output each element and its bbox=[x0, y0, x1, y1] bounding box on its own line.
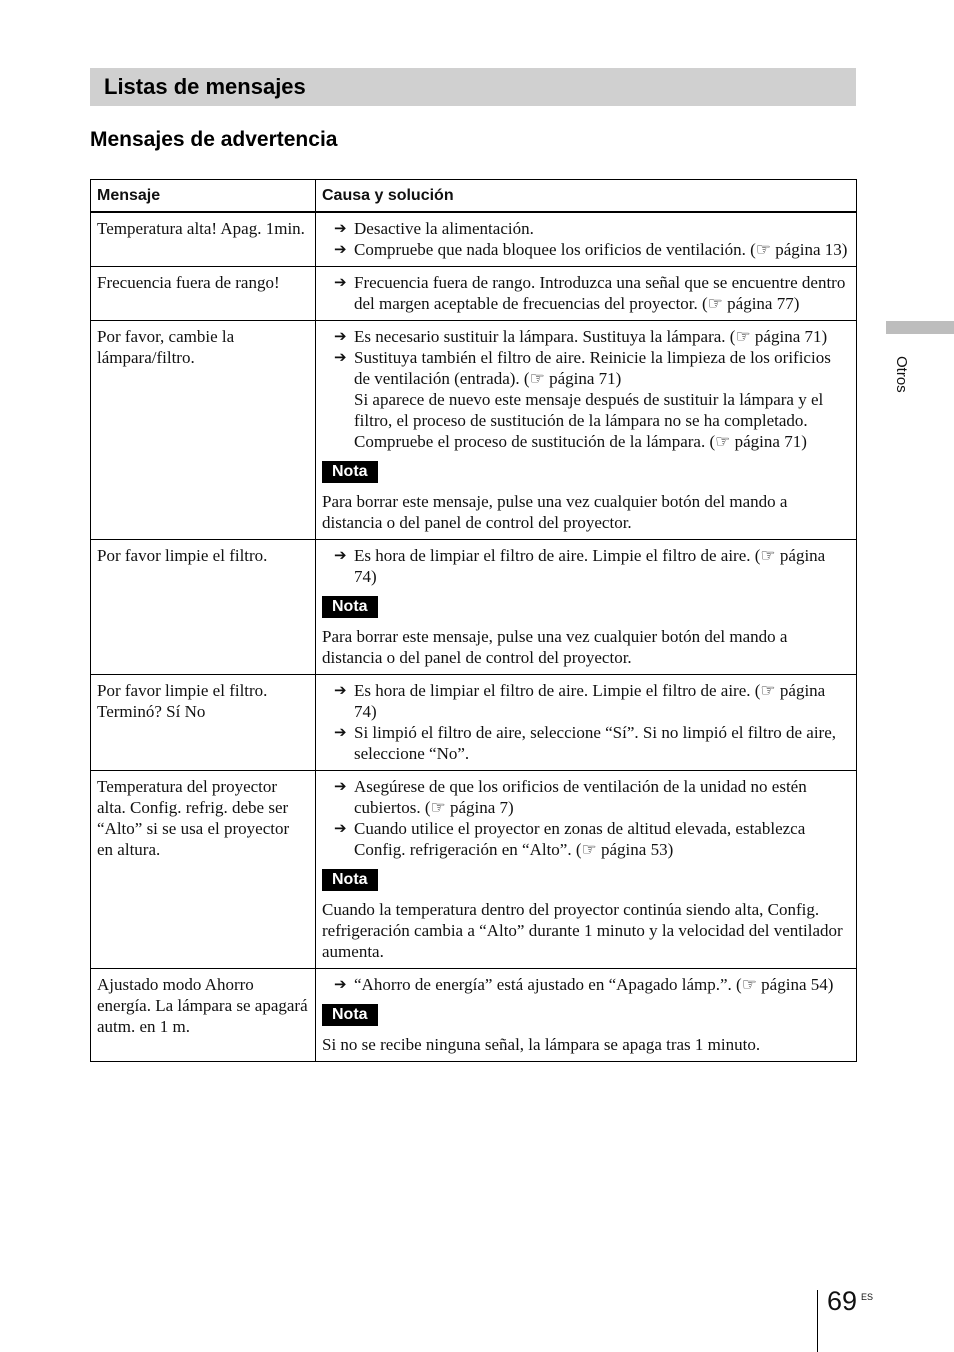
subsection-title: Mensajes de advertencia bbox=[90, 128, 338, 151]
message-cell: Temperatura alta! Apag. 1min. bbox=[91, 212, 316, 267]
side-tab-label: Otros bbox=[893, 356, 910, 393]
solution-list bbox=[322, 776, 850, 860]
solution-text: Desactive la alimentación. bbox=[354, 219, 534, 238]
arrow-right-icon: ➔ bbox=[334, 723, 347, 741]
solution-list bbox=[322, 545, 850, 587]
side-tab-bar bbox=[886, 321, 954, 334]
table-row bbox=[91, 321, 857, 540]
solution-text: “Ahorro de energía” está ajustado en “Apagado lámp.”. (☞ página 54) bbox=[354, 975, 834, 994]
message-cell: Ajustado modo Ahorro energía. La lámpara se apagará autm. en 1 m. bbox=[91, 969, 316, 1062]
solution-text: Cuando utilice el proyector en zonas de altitud elevada, establezca Config. refrigeración en “Alto”. (☞ página 53) bbox=[354, 819, 806, 859]
page-number-divider bbox=[817, 1290, 818, 1352]
arrow-right-icon: ➔ bbox=[334, 546, 347, 564]
page-number: 69 bbox=[827, 1286, 858, 1316]
arrow-right-icon: ➔ bbox=[334, 327, 347, 345]
note-label: Nota bbox=[322, 461, 378, 483]
solution-cell bbox=[316, 540, 857, 675]
solution-cell bbox=[316, 969, 857, 1062]
note-text: Para borrar este mensaje, pulse una vez cualquier botón del mando a distancia o del panel de control del proyector. bbox=[322, 492, 788, 532]
note-label: Nota bbox=[322, 596, 378, 618]
note-text: Cuando la temperatura dentro del proyector continúa siendo alta, Config. refrigeración cambia a “Alto” durante 1 minuto y la velocidad del ventilador aumenta. bbox=[322, 900, 843, 961]
solution-list bbox=[322, 326, 850, 452]
note-text: Para borrar este mensaje, pulse una vez cualquier botón del mando a distancia o del panel de control del proyector. bbox=[322, 627, 788, 667]
solution-cell bbox=[316, 771, 857, 969]
message-cell: Por favor, cambie la lámpara/filtro. bbox=[91, 321, 316, 540]
column-header-cause: Causa y solución bbox=[316, 180, 857, 213]
solution-text: Asegúrese de que los orificios de ventilación de la unidad no estén cubiertos. (☞ página 7) bbox=[354, 777, 807, 817]
list-item bbox=[334, 326, 850, 347]
table-row bbox=[91, 675, 857, 771]
note-label: Nota bbox=[322, 869, 378, 891]
solution-text: Si limpió el filtro de aire, seleccione “Sí”. Si no limpió el filtro de aire, seleccione “No”. bbox=[354, 723, 837, 763]
table-row bbox=[91, 969, 857, 1062]
solution-list bbox=[322, 974, 850, 995]
list-item bbox=[334, 239, 850, 260]
side-tab bbox=[888, 356, 912, 416]
solution-cell bbox=[316, 212, 857, 267]
message-cell: Temperatura del proyector alta. Config. refrig. debe ser “Alto” si se usa el proyector en altura. bbox=[91, 771, 316, 969]
section-header-bar bbox=[90, 68, 856, 106]
message-cell: Por favor limpie el filtro. Terminó? Sí No bbox=[91, 675, 316, 771]
arrow-right-icon: ➔ bbox=[334, 348, 347, 366]
note-label: Nota bbox=[322, 1004, 378, 1026]
section-title: Listas de mensajes bbox=[104, 74, 306, 99]
arrow-right-icon: ➔ bbox=[334, 240, 347, 258]
column-header-message: Mensaje bbox=[91, 180, 316, 213]
list-item bbox=[334, 545, 850, 587]
table-row bbox=[91, 212, 857, 267]
arrow-right-icon: ➔ bbox=[334, 975, 347, 993]
table-row bbox=[91, 267, 857, 321]
table-header-row bbox=[91, 180, 857, 213]
page-language: ES bbox=[861, 1292, 874, 1302]
solution-text: Es necesario sustituir la lámpara. Sustituya la lámpara. (☞ página 71) bbox=[354, 327, 828, 346]
arrow-right-icon: ➔ bbox=[334, 219, 347, 237]
message-cell: Por favor limpie el filtro. bbox=[91, 540, 316, 675]
solution-text: Es hora de limpiar el filtro de aire. Limpie el filtro de aire. (☞ página 74) bbox=[354, 681, 826, 721]
table-row bbox=[91, 540, 857, 675]
list-item bbox=[334, 974, 850, 995]
list-item bbox=[334, 347, 850, 452]
solution-list bbox=[322, 680, 850, 764]
list-item bbox=[334, 272, 850, 314]
solution-cell bbox=[316, 675, 857, 771]
solution-text: Compruebe que nada bloquee los orificios de ventilación. (☞ página 13) bbox=[354, 240, 848, 259]
solution-text: Frecuencia fuera de rango. Introduzca una señal que se encuentre dentro del margen aceptable de frecuencias del proyector. (☞ página 77) bbox=[354, 273, 846, 313]
list-item bbox=[334, 218, 850, 239]
arrow-right-icon: ➔ bbox=[334, 273, 347, 291]
solution-list bbox=[322, 218, 850, 260]
solution-list bbox=[322, 272, 850, 314]
list-item bbox=[334, 722, 850, 764]
solution-cell bbox=[316, 267, 857, 321]
list-item bbox=[334, 776, 850, 818]
list-item bbox=[334, 680, 850, 722]
arrow-right-icon: ➔ bbox=[334, 777, 347, 795]
list-item bbox=[334, 818, 850, 860]
arrow-right-icon: ➔ bbox=[334, 681, 347, 699]
messages-table bbox=[90, 179, 857, 1062]
message-cell: Frecuencia fuera de rango! bbox=[91, 267, 316, 321]
solution-cell bbox=[316, 321, 857, 540]
solution-text: Es hora de limpiar el filtro de aire. Limpie el filtro de aire. (☞ página 74) bbox=[354, 546, 826, 586]
note-text: Si no se recibe ninguna señal, la lámpara se apaga tras 1 minuto. bbox=[322, 1035, 761, 1054]
arrow-right-icon: ➔ bbox=[334, 819, 347, 837]
table-row bbox=[91, 771, 857, 969]
solution-text: Sustituya también el filtro de aire. Reinicie la limpieza de los orificios de ventilación (entrada). (☞ página 71) Si aparece de nuevo este mensaje después de sustituir la lámpara y el filtro, el proceso de sustitución de la lámpara no se ha completado. Compruebe el proceso de sustitución de la lámpara. (☞ página 71) bbox=[354, 348, 831, 451]
